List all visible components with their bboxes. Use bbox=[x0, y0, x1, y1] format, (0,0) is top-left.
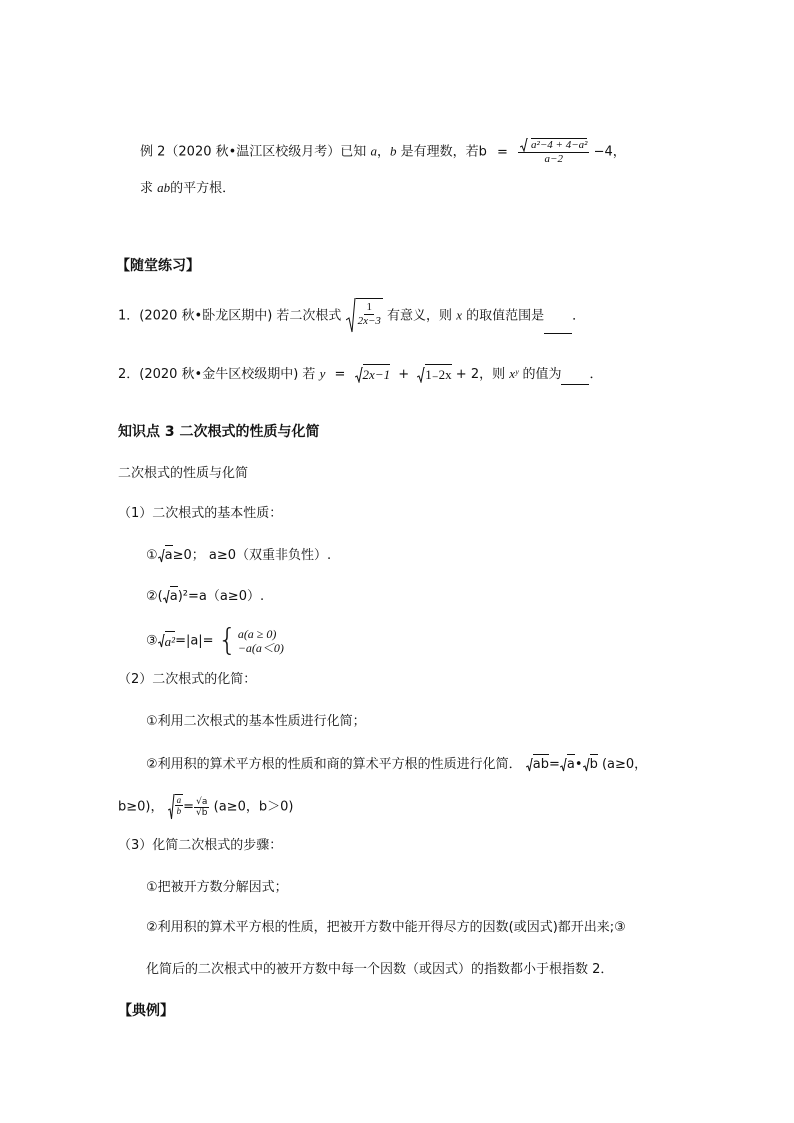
p1-item1-rest: ≥0； a≥0（双重非负性）. bbox=[172, 548, 332, 563]
q2-answer-blank[interactable] bbox=[561, 370, 589, 385]
q2-suffix: 的值为 bbox=[522, 367, 562, 382]
q2-prefix: 2．(2020 秋•金牛区校级期中) 若 bbox=[118, 367, 316, 382]
frac2-den: √b bbox=[196, 807, 208, 818]
radical-b bbox=[583, 754, 598, 775]
q2-eq: = bbox=[334, 367, 346, 382]
radical-icon bbox=[158, 634, 165, 648]
example-heading: 【典例】 bbox=[118, 1003, 174, 1019]
q2-radicand-1: 2x−1 bbox=[363, 364, 391, 385]
p1-title: （1）二次根式的基本性质： bbox=[118, 506, 283, 521]
radical-icon bbox=[583, 758, 590, 772]
cond-b: b≥0)， bbox=[118, 799, 164, 815]
example2-line1 bbox=[140, 138, 626, 166]
example2-mid: 是有理数，若b bbox=[400, 144, 487, 160]
q2-plus2: + 2，则 bbox=[455, 367, 506, 382]
eq2: = bbox=[183, 799, 195, 815]
radical-icon bbox=[526, 758, 533, 772]
numerator-text: a²−4 + 4−a² bbox=[531, 139, 588, 151]
frac-den: b bbox=[176, 806, 182, 816]
p1-item2-rest: )²=a（a≥0）. bbox=[177, 589, 265, 604]
circled-1: ① bbox=[146, 548, 158, 563]
var-ab: ab bbox=[157, 180, 171, 195]
q2-radicand-2: 1₋2x bbox=[425, 364, 451, 385]
practice-heading: 【随堂练习】 bbox=[116, 258, 200, 274]
q1-end: ． bbox=[572, 308, 586, 324]
q1-suffix: 的取值范围是 bbox=[466, 308, 545, 324]
q2-plus: + bbox=[398, 367, 410, 382]
practice-q2 bbox=[118, 364, 603, 385]
p2-item1: ①利用二次根式的基本性质进行化简； bbox=[146, 714, 366, 729]
p2-title: （2）二次根式的化简： bbox=[118, 672, 257, 687]
radicand-b: b bbox=[590, 754, 598, 775]
q1-num: 1 bbox=[366, 301, 372, 313]
p1-item3 bbox=[146, 623, 284, 658]
q2-var-y: y bbox=[319, 366, 326, 381]
radical bbox=[158, 545, 173, 566]
q2-var-xy: xʸ bbox=[509, 366, 519, 381]
frac-sqrt bbox=[194, 797, 209, 818]
radical bbox=[158, 631, 175, 652]
radical-icon bbox=[158, 549, 165, 563]
section3-subheading: 二次根式的性质与化简 bbox=[118, 466, 249, 481]
radical-icon bbox=[355, 367, 363, 383]
example2-fraction bbox=[518, 138, 589, 166]
radicand: a bbox=[165, 545, 173, 566]
radicand-ab: ab bbox=[533, 754, 549, 775]
section3-heading: 知识点 3 二次根式的性质与化简 bbox=[118, 424, 320, 440]
p3-title: （3）化简二次根式的步骤： bbox=[118, 838, 283, 853]
q1-den: 2x−3 bbox=[357, 315, 381, 327]
radical-icon bbox=[417, 367, 425, 383]
radical-frac bbox=[168, 794, 184, 820]
circled-3: ③ bbox=[146, 633, 158, 649]
radical-icon bbox=[168, 794, 175, 820]
p2-item2 bbox=[146, 754, 647, 775]
q2-radical-1 bbox=[355, 364, 391, 385]
frac-num: a bbox=[176, 795, 182, 805]
p2-item2-line2 bbox=[118, 794, 293, 820]
q1-prefix: 1．(2020 秋•卧龙区期中) 若二次根式 bbox=[118, 308, 342, 324]
fraction-numerator bbox=[518, 138, 589, 153]
p3-item3: 化简后的二次根式中的被开方数中每一个因数（或因式）的指数都小于根指数 2． bbox=[146, 962, 614, 977]
line2-prefix: 求 bbox=[140, 181, 154, 196]
cond2: (a≥0，b＞0) bbox=[209, 799, 294, 815]
q1-mid: 有意义，则 bbox=[387, 308, 453, 324]
frac-a-b bbox=[175, 794, 184, 820]
radical bbox=[163, 586, 178, 607]
p3-item2: ②利用积的算术平方根的性质，把被开方数中能开得尽方的因数(或因式)都开出来;③ bbox=[146, 920, 626, 935]
dot: • bbox=[574, 757, 583, 772]
radicand-a: a bbox=[567, 754, 575, 775]
q2-radical-2 bbox=[417, 364, 451, 385]
equals-sign: = bbox=[497, 144, 508, 160]
radical-icon bbox=[163, 590, 170, 604]
radicand: a bbox=[170, 586, 178, 607]
p1-item2 bbox=[146, 586, 264, 607]
var-b: b bbox=[389, 143, 397, 159]
case-neg: −a(a＜0) bbox=[237, 641, 284, 655]
line2-suffix: 的平方根． bbox=[170, 181, 236, 196]
example2-line2 bbox=[140, 178, 235, 199]
radical-icon bbox=[520, 138, 528, 152]
radical-icon bbox=[346, 298, 356, 334]
var-a: a bbox=[370, 143, 377, 159]
case-nonneg: a(a ≥ 0) bbox=[237, 627, 277, 641]
q1-answer-blank[interactable] bbox=[544, 319, 572, 334]
left-brace-icon: { bbox=[217, 623, 237, 658]
eq: = bbox=[549, 757, 560, 772]
circled-2: ②( bbox=[146, 589, 163, 604]
frac2-num: √a bbox=[196, 796, 208, 807]
example2-tail: −4， bbox=[593, 144, 626, 160]
practice-q1 bbox=[118, 298, 585, 334]
piecewise-cases bbox=[217, 623, 284, 658]
radicand: a² bbox=[165, 631, 175, 652]
p2-item2-text: ②利用积的算术平方根的性质和商的算术平方根的性质进行化简． bbox=[146, 757, 522, 772]
radical-a bbox=[560, 754, 575, 775]
q1-radical bbox=[346, 298, 383, 334]
q1-var-x: x bbox=[456, 307, 462, 323]
fraction-denominator: a−2 bbox=[544, 153, 563, 165]
p3-item1: ①把被开方数分解因式； bbox=[146, 880, 288, 895]
radical-ab bbox=[526, 754, 549, 775]
q1-fraction bbox=[356, 298, 383, 334]
p1-item1 bbox=[146, 545, 331, 566]
q2-end: ． bbox=[589, 367, 603, 382]
example2-prefix: 例 2（2020 秋•温江区校级月考）已知 bbox=[140, 144, 367, 160]
radical-icon bbox=[560, 758, 567, 772]
abs-value: =|a|= bbox=[175, 633, 214, 649]
comma: ， bbox=[376, 144, 390, 160]
cond1: (a≥0， bbox=[597, 757, 648, 772]
